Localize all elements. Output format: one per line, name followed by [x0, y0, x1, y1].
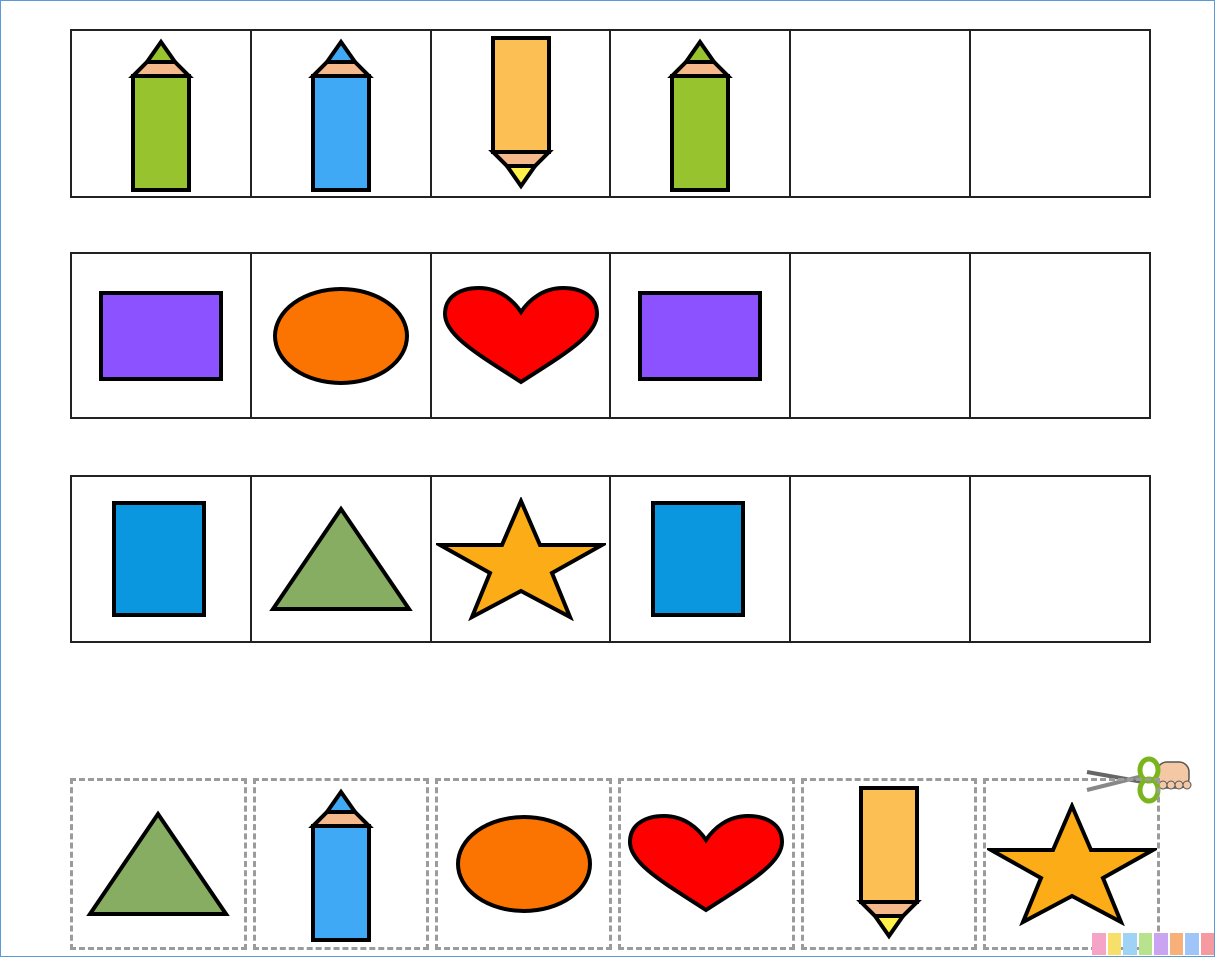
- oval-orange-icon: [271, 285, 411, 387]
- pattern-row-shapes: [70, 252, 1151, 419]
- pencil-blue-icon: [301, 34, 381, 194]
- cutout-card[interactable]: [983, 778, 1160, 950]
- heart-red-icon: [441, 286, 601, 386]
- pattern-cell-empty[interactable]: [971, 31, 1149, 196]
- pencil-yellow-icon: [481, 34, 561, 194]
- pattern-row-pencils: [70, 29, 1151, 198]
- pencil-yellow-icon: [849, 784, 929, 944]
- rectangle-purple-icon: [637, 290, 763, 382]
- pattern-cell-empty[interactable]: [791, 477, 971, 641]
- pattern-cell: [252, 254, 432, 417]
- triangle-green-icon: [269, 505, 413, 613]
- cutout-card[interactable]: [70, 778, 247, 950]
- pattern-cell: [432, 254, 612, 417]
- pattern-cell-empty[interactable]: [971, 477, 1149, 641]
- pattern-cell-empty[interactable]: [791, 31, 971, 196]
- pattern-cell: [432, 31, 612, 196]
- star-yellow-icon: [436, 497, 606, 621]
- logo-icon: [1092, 933, 1214, 955]
- cutout-card[interactable]: [618, 778, 795, 950]
- cutout-card[interactable]: [435, 778, 612, 950]
- pattern-cell: [72, 31, 252, 196]
- pattern-cell: [72, 477, 252, 641]
- pencil-blue-icon: [301, 784, 381, 944]
- pattern-row-geometry: [70, 475, 1151, 643]
- rectangle-purple-icon: [98, 290, 224, 382]
- star-yellow-icon: [987, 802, 1157, 926]
- pattern-cell-empty[interactable]: [971, 254, 1149, 417]
- pencil-green-icon: [121, 34, 201, 194]
- pattern-cell: [611, 31, 791, 196]
- pattern-cell: [252, 477, 432, 641]
- cutout-card[interactable]: [253, 778, 430, 950]
- rectangle-blue-icon: [650, 500, 750, 618]
- pattern-cell: [611, 254, 791, 417]
- triangle-green-icon: [86, 810, 230, 918]
- pattern-cell-empty[interactable]: [791, 254, 971, 417]
- pattern-cell: [72, 254, 252, 417]
- pattern-cell: [432, 477, 612, 641]
- pencil-green-icon: [660, 34, 740, 194]
- cutout-card[interactable]: [801, 778, 978, 950]
- heart-red-icon: [626, 814, 786, 914]
- pattern-cell: [252, 31, 432, 196]
- oval-orange-icon: [454, 813, 594, 915]
- rectangle-blue-icon: [111, 500, 211, 618]
- pattern-cell: [611, 477, 791, 641]
- cutout-row: [70, 778, 1160, 950]
